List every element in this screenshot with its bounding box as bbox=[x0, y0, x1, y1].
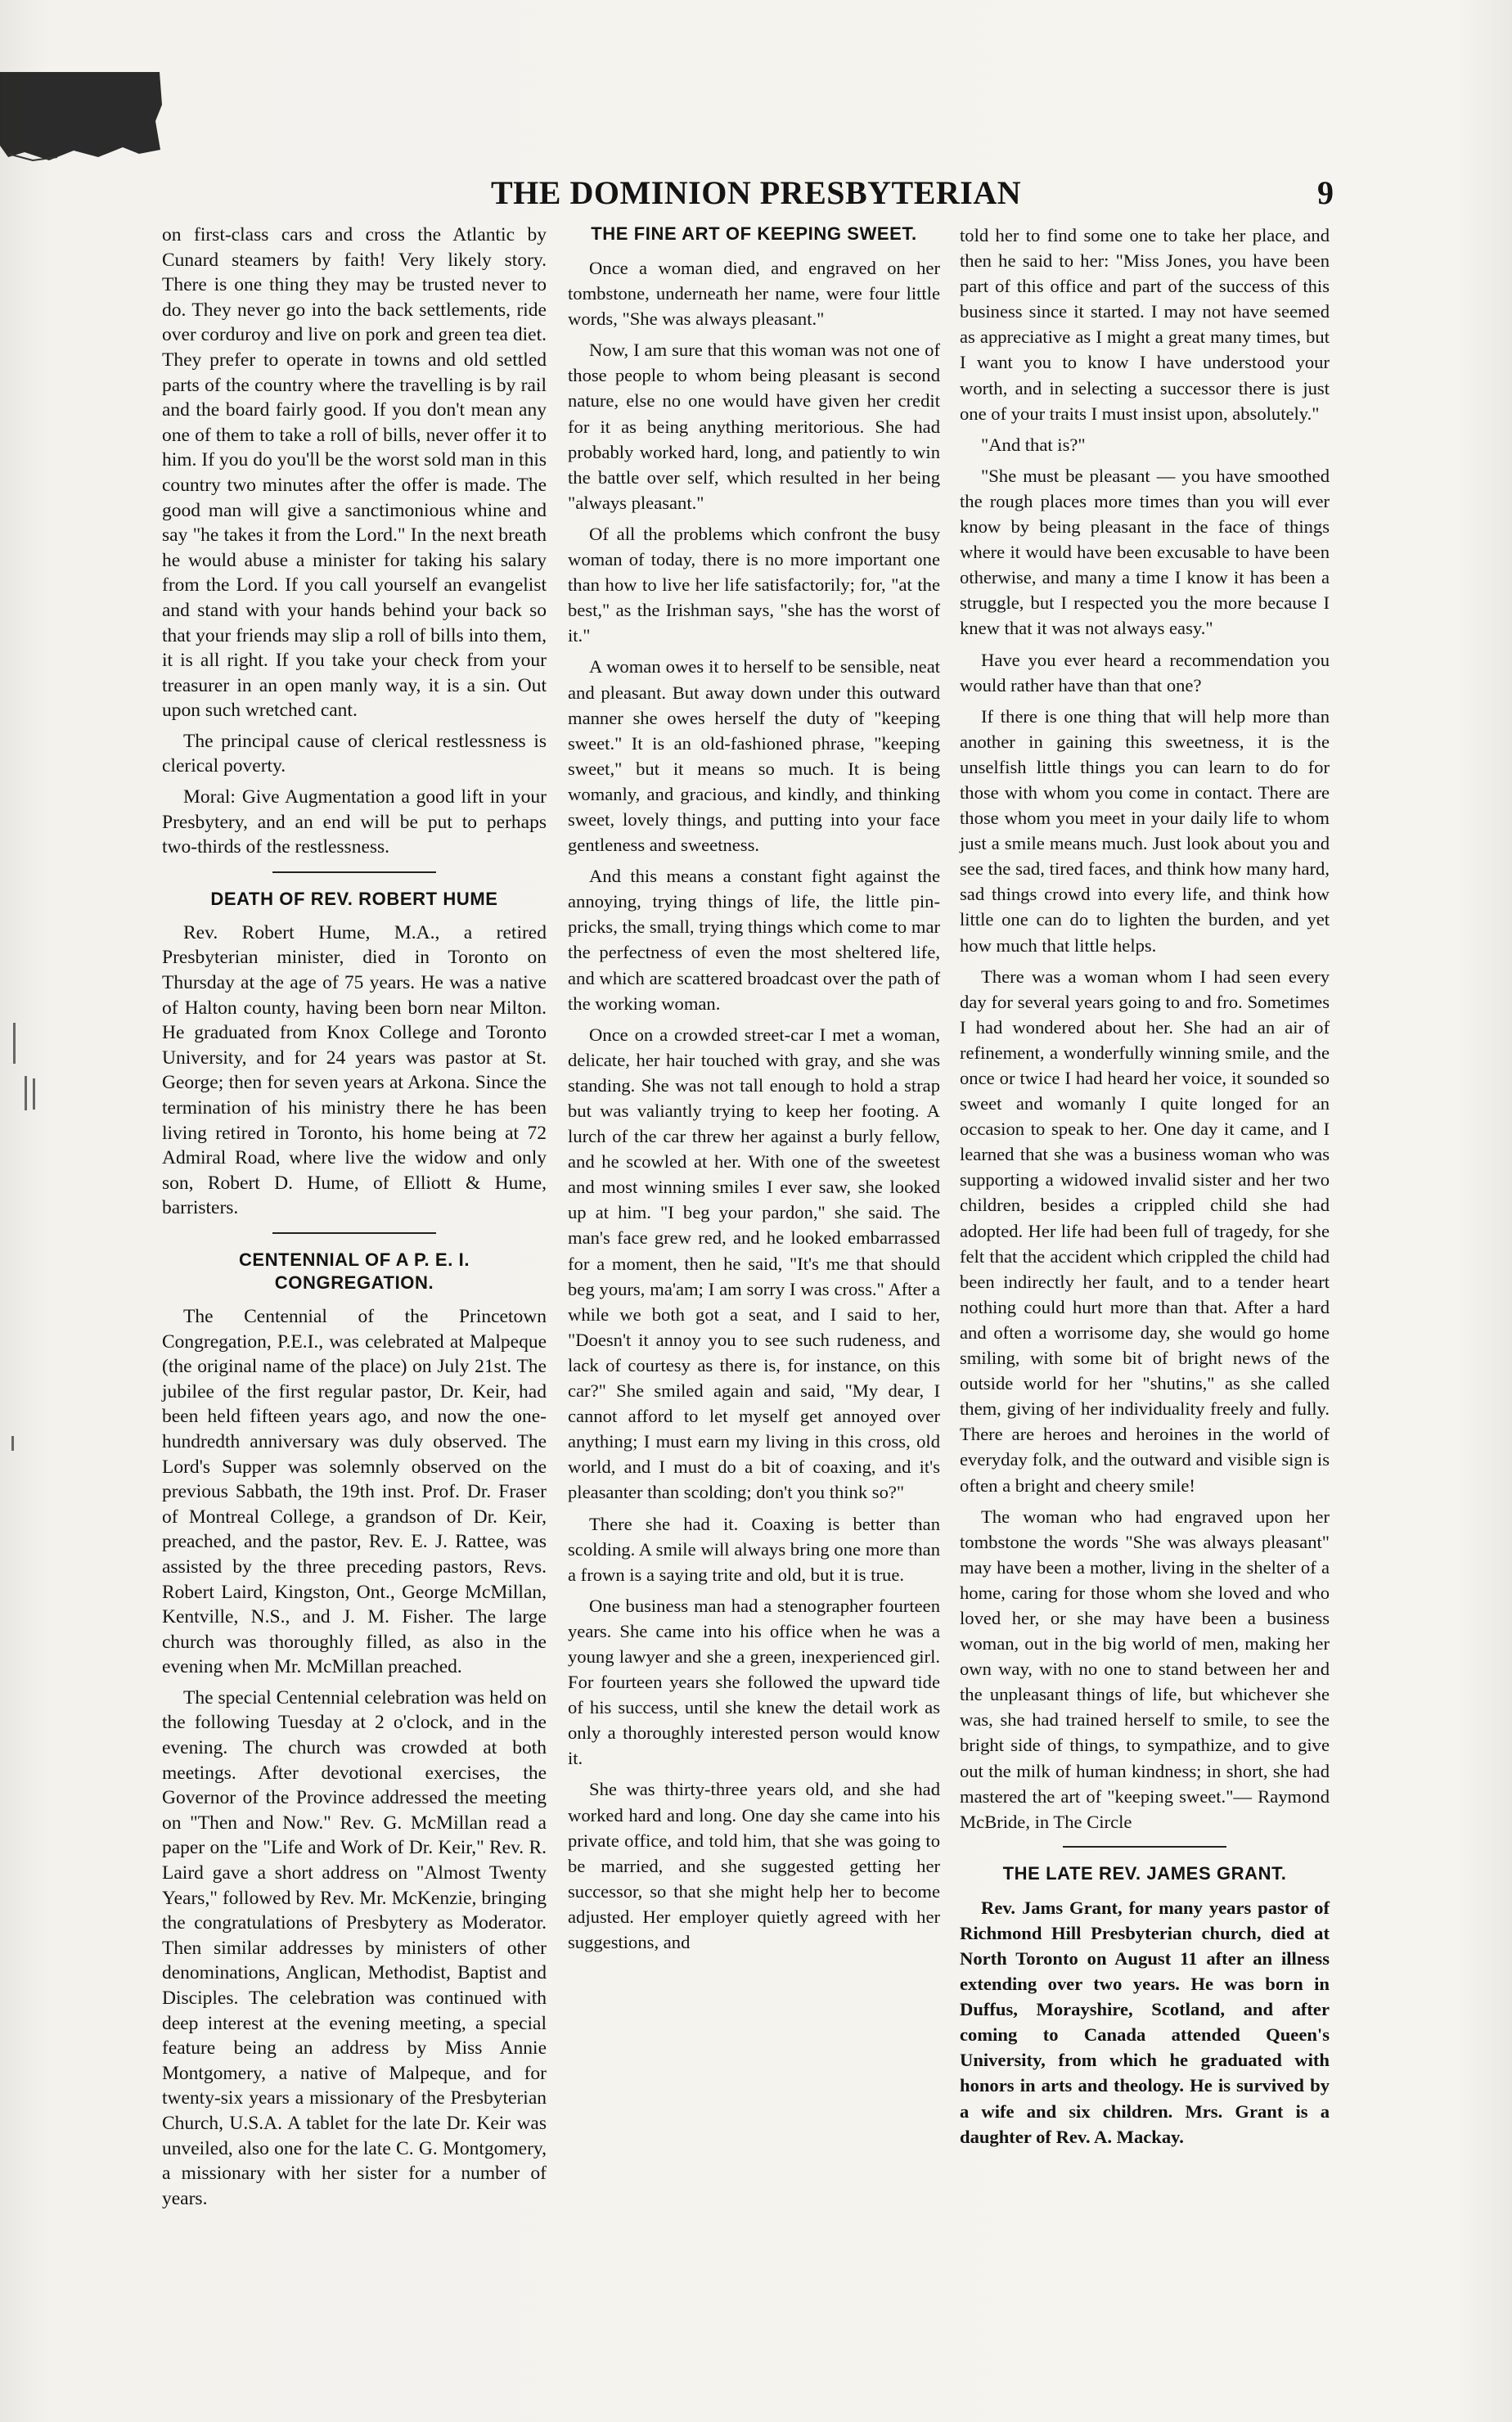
page-header bbox=[491, 173, 1334, 216]
article-paragraph: told her to find some one to take her place, and then he said to her: "Miss Jones, you have been part of this office and part of the success of this business since it started. I may not have seemed as appreciative as I might a great many times, but I want you to know I have understood your worth, and in selecting a successor there is just one of your traits I must insist upon, absolutely." bbox=[960, 225, 1330, 424]
article-paragraph: Once a woman died, and engraved on her tombstone, underneath her name, were four little words, "She was always pleasant." bbox=[568, 258, 940, 330]
article-paragraph: One business man had a stenographer fourteen years. She came into his office when he was a young lawyer and she a green, inexperienced girl. For fourteen years she followed the upward tide of his success, until she knew the detail work as only a thoroughly interested person would know it. bbox=[568, 1595, 940, 1769]
article-paragraph: She was thirty-three years old, and she had worked hard and long. One day she came into his private office, and told him, that she was going to be married, and she suggested getting her successor, so that she might help her to become adjusted. Her employer quietly agreed with her suggestions, and bbox=[568, 1779, 940, 1952]
article-paragraph: "And that is?" bbox=[981, 434, 1086, 455]
article-paragraph: Rev. Robert Hume, M.A., a retired Presbyterian minister, died in Toronto on Thursday at the age of 75 years. He was a native of Halton county, having been born near Milton. He graduated from Knox College and Toronto University, and for 24 years was pastor at St. George; then for seven years at Arkona. Since the termination of his ministry there he has been living retired in Toronto, his home being at 72 Admiral Road, where live the widow and only son, Robert D. Hume, of Elliott & Hume, barristers. bbox=[162, 921, 547, 1219]
margin-mark bbox=[11, 1436, 14, 1451]
article-paragraph: The principal cause of clerical restlessness is clerical poverty. bbox=[162, 730, 547, 777]
article-paragraph: A woman owes it to herself to be sensible, neat and pleasant. But away down under this outward manner she owes herself the duty of "keeping sweet." It is an old-fashioned phrase, "keeping sweet," but it means so much. It is being womanly, and gracious, and kindly, and thinking sweet, lovely things, and putting into your face gentleness and sweetness. bbox=[568, 656, 940, 856]
scan-edge-blot bbox=[0, 72, 164, 162]
article-paragraph: Moral: Give Augmentation a good lift in your Presbytery, and an end will be put to perhaps two-thirds of the restlessness. bbox=[162, 786, 547, 858]
article-paragraph: The woman who had engraved upon her tombstone the words "She was always pleasant" may have been a mother, living in the shelter of a home, caring for those whom she loved and who loved her, or she may have been a business woman, out in the big world of men, making her own way, with no one to stand between her and the unpleasant things of life, but whichever she was, she had trained herself to smile, to see the bright side of things, to sympathize, and to give out the milk of human kindness; in short, she had mastered the art of "keeping sweet."— Raymond McBride, in The Circle bbox=[960, 1506, 1330, 1832]
article-heading-grant: THE LATE REV. JAMES GRANT. bbox=[1002, 1862, 1287, 1884]
article-paragraph: And this means a constant fight against the annoying, trying things of life, the little pin-pricks, the small, trying things which come to mar the perfectness of even the most sheltered life, and which are scattered broadcast over the path of the working woman. bbox=[568, 866, 940, 1014]
column-right bbox=[960, 223, 1330, 2155]
article-paragraph: Rev. Jams Grant, for many years pastor of Richmond Hill Presbyterian church, died at North Toronto on August 11 after an illness extending over two years. He was born in Duffus, Morayshire, Scotland, and after coming to Canada attended Queen's University, from which he graduated with honors in arts and theology. He is survived by a wife and six children. Mrs. Grant is a daughter of Rev. A. Mackay. bbox=[960, 1897, 1330, 2147]
article-heading-keeping-sweet: THE FINE ART OF KEEPING SWEET. bbox=[591, 223, 917, 244]
publication-title: THE DOMINION PRESBYTERIAN bbox=[491, 174, 1022, 211]
article-paragraph: The special Centennial celebration was held on the following Tuesday at 2 o'clock, and in the evening. The church was crowded at both meetings. After devotional exercises, the Governor of the Province addressed the meeting on "Then and Now." Rev. G. McMillan read a paper on the "Life and Work of Dr. Keir," Rev. R. Laird gave a short address on "Almost Twenty Years," followed by Rev. Mr. McKenzie, bringing the congratulations of Presbytery as Moderator. Then similar addresses by ministers of other denominations, Anglican, Methodist, Baptist and Disciples. The celebration was continued with deep interest at the evening meeting, a special feature being an address by Miss Annie Montgomery, a native of Malpeque, and for twenty-six years a missionary of the Presbyterian Church, U.S.A. A tablet for the late Dr. Keir was unveiled, also one for the late C. G. Montgomery, a missionary with her sister for a number of years. bbox=[162, 1686, 547, 2209]
article-paragraph: There was a woman whom I had seen every day for several years going to and fro. Sometimes I had wondered about her. She had an air of refinement, a wonderfully winning smile, and the once or twice I had heard her voice, it sounded so sweet and womanly I quite longed for an occasion to speak to her. One day it came, and I learned that she was a business woman who was supporting a widowed invalid sister and her two children, besides a crippled child she had adopted. Her life had been full of tragedy, for she felt that the accident which crippled the child had been indirectly her fault, and to a tender heart nothing could hurt more than that. After a hard and often a worrisome day, she would go home smiling, with some bit of bright news of the outside world for her "shutins," as she called them, giving of her individuality freely and fully. There are heroes and heroines in the world of everyday folk, and the outward and visible sign is often a bright and cheery smile! bbox=[960, 966, 1330, 1496]
section-divider bbox=[1063, 1846, 1226, 1848]
article-paragraph: Now, I am sure that this woman was not one of those people to whom being pleasant is second nature, else no one would have given her credit for it as being anything meritorious. She had probably worked hard, long, and patiently to win the battle over self, which resulted in her being "always pleasant." bbox=[568, 340, 940, 513]
article-heading-centennial: CENTENNIAL OF A P. E. I. CONGREGATION. bbox=[238, 1249, 470, 1293]
article-paragraph: Once on a crowded street-car I met a woman, delicate, her hair touched with gray, and she was standing. She was not tall enough to hold a strap but was valiantly trying to keep her footing. A lurch of the car threw her against a burly fellow, and he scowled at her. With one of the sweetest and most winning smiles I ever saw, she looked up at him. "I beg your pardon," she said. The man's face grew red, and he looked embarrassed for a moment, then he said, "It's me that should beg yours, ma'am; I am sorry I was cross." After a while we both got a seat, and I said to her, "Doesn't it annoy you to see such rudeness, and lack of courtesy as there is, for instance, on this car?" She smiled again and said, "My dear, I cannot afford to let myself get annoyed over anything; I must earn my living in this cross, old world, and I must do a bit of coaxing, and it's pleasanter than scolding; don't you think so?" bbox=[568, 1024, 940, 1503]
column-left bbox=[162, 223, 547, 2217]
article-paragraph: Have you ever heard a recommendation you would rather have than that one? bbox=[960, 649, 1330, 696]
margin-mark bbox=[33, 1078, 35, 1110]
article-paragraph: If there is one thing that will help more than another in gaining this sweetness, it is the unselfish little things you can learn to do for those with whom you come in contact. There are those whom you meet in your daily life to whom just a smile means much. Just look about you and see the sad, tired faces, and think how many hard, sad things crowd into every life, and think how little one can do to lighten the burden, and yet how much that little helps. bbox=[960, 705, 1330, 956]
page-number: 9 bbox=[1317, 174, 1334, 211]
column-middle bbox=[568, 223, 940, 1961]
article-paragraph: The Centennial of the Princetown Congregation, P.E.I., was celebrated at Malpeque (the original name of the place) on July 21st. The jubilee of the first regular pastor, Dr. Keir, had been held fifteen years ago, and now the one-hundredth anniversary was duly observed. The Lord's Supper was solemnly observed on the previous Sabbath, the 19th inst. Prof. Dr. Fraser of Montreal College, a grandson of Dr. Keir, preached, and the pastor, Rev. E. J. Rattee, was assisted by the three preceding pastors, Revs. Robert Laird, Kingston, Ont., George McMillan, Kentville, N.S., and J. M. Fisher. The large church was thoroughly filled, as also in the evening when Mr. McMillan preached. bbox=[162, 1305, 547, 1678]
section-divider bbox=[272, 1232, 436, 1234]
article-paragraph: Of all the problems which confront the busy woman of today, there is no more important one than how to live her life satisfactorily; for, "at the best," as the Irishman says, "she has the worst of it." bbox=[568, 523, 940, 646]
article-paragraph: There she had it. Coaxing is better than scolding. A smile will always bring one more than a frown is a saying trite and old, but it is true. bbox=[568, 1513, 940, 1585]
margin-mark bbox=[13, 1023, 16, 1064]
article-paragraph: "She must be pleasant — you have smoothed the rough places more times than you will ever know by being pleasant in the face of things where it would have been excusable to have been otherwise, and many a time I know it has been a struggle, but I respected you the more because I knew that it was not always easy." bbox=[960, 465, 1330, 639]
article-heading-hume: DEATH OF REV. ROBERT HUME bbox=[210, 888, 498, 909]
margin-mark bbox=[25, 1076, 27, 1110]
article-paragraph: on first-class cars and cross the Atlantic by Cunard steamers by faith! Very likely story. There is one thing they may be trusted never to do. They never go into the back settlements, ride over corduroy and live on pork and green tea diet. They prefer to operate in towns and old settled parts of the country where the travelling is by rail and the board fairly good. If you don't mean any one of them to take a roll of bills, never offer it to him. If you do you'll be the worst sold man in this country two minutes after the offer is made. The good man will give a sanctimonious whine and say "he takes it from the Lord." In the next breath he would abuse a minister for taking his salary from the Lord. If you call yourself an evangelist and stand with your hands behind your back so that your friends may slip a roll of bills into them, it is all right. If you take your check from your treasurer in an open manly way, it is a sin. Out upon such wretched cant. bbox=[162, 224, 547, 722]
section-divider bbox=[272, 871, 436, 873]
